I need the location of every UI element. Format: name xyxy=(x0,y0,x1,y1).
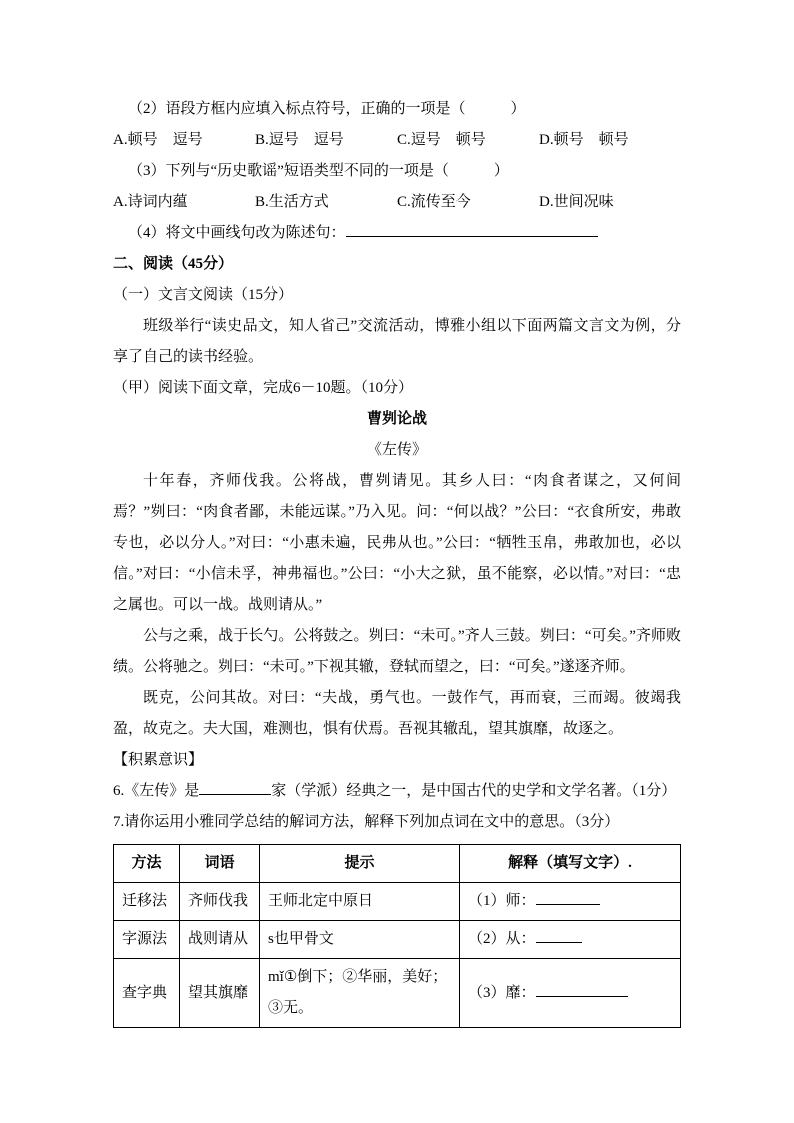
row1-answer-blank xyxy=(536,890,600,905)
row2-hint: s也甲骨文 xyxy=(260,921,460,959)
q7-header-answer: 解释（填写文字）. xyxy=(460,845,681,883)
row3-method: 查字典 xyxy=(114,959,180,1028)
essay-title: 曹刿论战 xyxy=(366,411,427,427)
row3-answer-blank xyxy=(536,982,628,997)
essay-paragraph-1: 十年春，齐师伐我。公将战，曹刿请见。其乡人曰：“肉食者谋之，又何间焉？”刿曰：“肉食者鄙，未能远谋。”乃入见。问：“何以战？”公曰：“衣食所安，弗敢专也，必以分人。”对曰：“小惠未遍，民弗从也。”公曰：“牺牲玉帛，弗敢加也，必以信。”对曰：“小信未孚，神弗福也。”公曰：“小大之狱，虽不能察，必以情。”对曰：“忠之属也。可以一战。战则请从。” xyxy=(113,473,681,613)
q2-options xyxy=(113,125,681,156)
essay-paragraph-3: 既克，公问其故。对曰：“夫战，勇气也。一鼓作气，再而衰，三而竭。彼竭我盈，故克之。夫大国，难测也，惧有伏焉。吾视其辙乱，望其旗靡，故逐之。 xyxy=(113,690,681,737)
q6-prefix: 6.《左传》是 xyxy=(113,783,200,799)
table-row-3 xyxy=(114,959,681,1028)
q6-answer-blank xyxy=(199,780,271,795)
row1-word: 齐师伐我 xyxy=(180,883,260,921)
essay-source: 《左传》 xyxy=(366,442,427,458)
row3-answer-label: （3）靡： xyxy=(468,984,536,1001)
q6-line xyxy=(113,776,681,807)
row2-answer-blank xyxy=(536,928,582,943)
q2-stem: （2）语段方框内应填入标点符号，正确的一项是（ ） xyxy=(128,101,526,117)
row2-method: 字源法 xyxy=(114,921,180,959)
q2-option-d: D.顿号 顿号 xyxy=(539,132,629,148)
accumulate-heading: 【积累意识】 xyxy=(113,752,204,768)
jia-instruction: （甲）阅读下面文章，完成6－10题。（10分） xyxy=(113,380,414,396)
row1-answer-cell xyxy=(460,883,681,921)
q7-header-hint: 提示 xyxy=(260,845,460,883)
q4-answer-blank xyxy=(346,222,598,237)
row3-answer-cell xyxy=(460,959,681,1028)
q3-option-d: D.世间况味 xyxy=(539,194,614,210)
q7-table xyxy=(113,844,681,1028)
table-row-2 xyxy=(114,921,681,959)
q3-stem: （3）下列与“历史歌谣”短语类型不同的一项是（ ） xyxy=(128,163,509,179)
row2-word: 战则请从 xyxy=(180,921,260,959)
row2-answer-cell xyxy=(460,921,681,959)
q2-option-b: B.逗号 逗号 xyxy=(255,132,344,148)
essay-paragraph-2: 公与之乘，战于长勺。公将鼓之。刿曰：“未可。”齐人三鼓。刿曰：“可矣。”齐师败绩。公将驰之。刿曰：“未可。”下视其辙，登轼而望之，曰：“可矣。”遂逐齐师。 xyxy=(113,628,681,675)
row1-answer-label: （1）师： xyxy=(468,893,536,909)
q7-header-method: 方法 xyxy=(114,845,180,883)
row3-word: 望其旗靡 xyxy=(180,959,260,1028)
q3-option-c: C.流传至今 xyxy=(397,194,471,210)
q7-header-word: 词语 xyxy=(180,845,260,883)
row3-hint: mǐ①倒下；②华丽，美好；③无。 xyxy=(260,959,460,1028)
part-1-title: （一）文言文阅读（15分） xyxy=(113,287,294,303)
row1-hint: 王师北定中原日 xyxy=(260,883,460,921)
q2-option-c: C.逗号 顿号 xyxy=(397,132,486,148)
q7-table-header-row xyxy=(114,845,681,883)
q4-label: （4）将文中画线句改为陈述句： xyxy=(128,225,346,241)
q7-stem: 7.请你运用小雅同学总结的解词方法，解释下列加点词在文中的意思。（3分） xyxy=(113,814,620,830)
q4-line xyxy=(113,218,681,249)
section-2-title: 二、阅读（45分） xyxy=(113,256,234,272)
row2-answer-label: （2）从： xyxy=(468,931,536,947)
q3-option-b: B.生活方式 xyxy=(255,194,329,210)
q2-option-a: A.顿号 逗号 xyxy=(113,132,203,148)
q3-options xyxy=(113,187,681,218)
intro-paragraph: 班级举行“读史品文，知人省己”交流活动，博雅小组以下面两篇文言文为例，分享了自己的读书经验。 xyxy=(113,318,681,365)
q6-suffix: 家（学派）经典之一，是中国古代的史学和文学名著。（1分） xyxy=(271,783,677,799)
table-row-1 xyxy=(114,883,681,921)
row1-method: 迁移法 xyxy=(114,883,180,921)
q3-option-a: A.诗词内蕴 xyxy=(113,194,188,210)
